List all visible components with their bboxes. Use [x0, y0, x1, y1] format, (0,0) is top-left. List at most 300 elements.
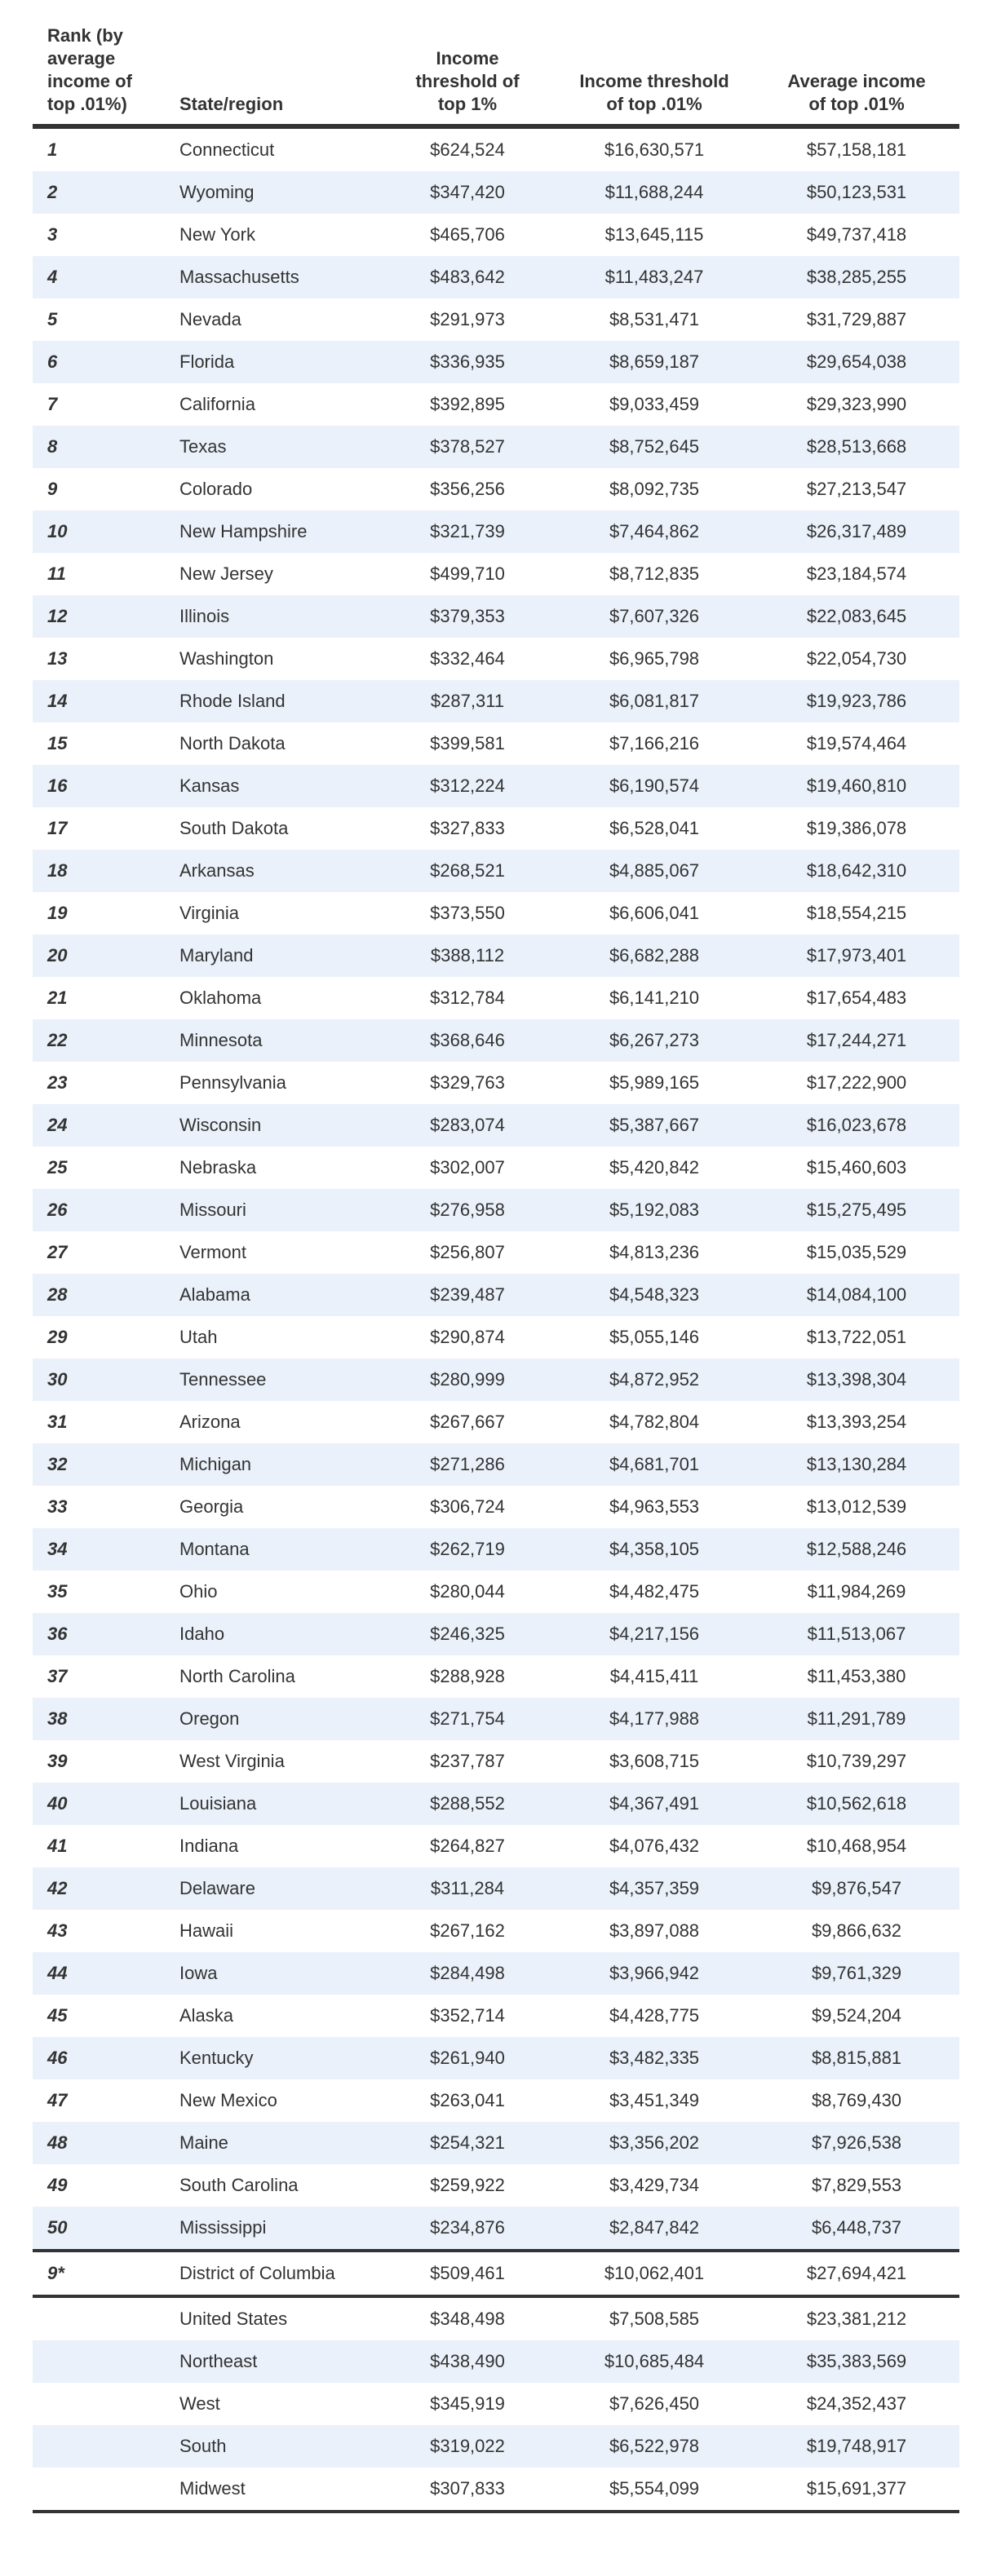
table-row: [33, 1783, 959, 1825]
cell-average-top001: $29,654,038: [806, 351, 907, 372]
cell-threshold-top001: $7,166,216: [609, 733, 700, 753]
cell-threshold-top001: $5,420,842: [609, 1157, 700, 1178]
cell-rank: 44: [47, 1963, 68, 1983]
cell-average-top001: $15,691,377: [806, 2478, 907, 2499]
cell-rank: 32: [47, 1454, 68, 1474]
table-row: [33, 341, 959, 383]
cell-average-top001: $49,737,418: [806, 224, 907, 245]
cell-threshold-top001: $4,681,701: [609, 1454, 700, 1474]
table-row: [33, 1825, 959, 1867]
cell-rank: 1: [47, 139, 58, 160]
cell-threshold-top001: $6,081,817: [609, 691, 700, 711]
cell-average-top001: $9,524,204: [811, 2005, 902, 2026]
cell-average-top001: $14,084,100: [806, 1284, 907, 1305]
cell-state: Florida: [179, 351, 235, 372]
cell-threshold-top1: $276,958: [430, 1200, 505, 1220]
cell-state: Alaska: [179, 2005, 234, 2026]
cell-threshold-top001: $7,464,862: [609, 521, 700, 541]
cell-state: United States: [179, 2309, 288, 2329]
cell-threshold-top001: $4,548,323: [609, 1284, 700, 1305]
cell-threshold-top1: $234,876: [430, 2217, 505, 2238]
cell-threshold-top1: $290,874: [430, 1327, 505, 1347]
table-row: [33, 638, 959, 680]
table-row: [33, 383, 959, 426]
cell-threshold-top001: $3,608,715: [609, 1751, 700, 1771]
table-row: [33, 2468, 959, 2510]
table-row: [33, 553, 959, 595]
cell-state: Idaho: [179, 1624, 225, 1644]
table-row: [33, 1401, 959, 1443]
table-row: [33, 1062, 959, 1104]
cell-state: Missouri: [179, 1200, 246, 1220]
cell-rank: 31: [47, 1412, 68, 1432]
cell-threshold-top001: $5,192,083: [609, 1200, 700, 1220]
cell-average-top001: $11,984,269: [807, 1581, 906, 1602]
cell-state: Rhode Island: [179, 691, 286, 711]
header-average-top001: [775, 70, 938, 116]
table-row: [33, 807, 959, 850]
cell-state: Washington: [179, 648, 274, 669]
cell-threshold-top001: $3,356,202: [609, 2132, 700, 2153]
cell-rank: 24: [47, 1115, 68, 1135]
cell-average-top001: $13,012,539: [806, 1496, 907, 1517]
cell-threshold-top1: $306,724: [430, 1496, 505, 1517]
cell-average-top001: $19,386,078: [806, 818, 907, 838]
cell-rank: 18: [47, 860, 68, 881]
cell-threshold-top1: $246,325: [430, 1624, 505, 1644]
cell-rank: 4: [47, 267, 58, 287]
cell-state: Indiana: [179, 1836, 239, 1856]
cell-state: Midwest: [179, 2478, 246, 2499]
cell-threshold-top001: $11,483,247: [604, 267, 704, 287]
header-line: of top .01%: [606, 94, 702, 114]
cell-threshold-top1: $259,922: [430, 2175, 505, 2195]
table-row: [33, 722, 959, 765]
cell-threshold-top1: $368,646: [430, 1030, 505, 1050]
cell-state: Nebraska: [179, 1157, 257, 1178]
cell-average-top001: $22,054,730: [806, 648, 907, 669]
cell-average-top001: $13,398,304: [806, 1369, 907, 1390]
cell-threshold-top001: $13,645,115: [604, 224, 704, 245]
cell-threshold-top1: $271,286: [430, 1454, 505, 1474]
table-row-dc: [33, 2252, 959, 2295]
table-row: [33, 1019, 959, 1062]
cell-threshold-top001: $4,963,553: [609, 1496, 700, 1517]
table-row: [33, 892, 959, 935]
header-line: Income threshold: [579, 71, 729, 91]
cell-state: Arkansas: [179, 860, 255, 881]
cell-threshold-top1: $288,552: [430, 1793, 505, 1814]
cell-rank: 22: [47, 1030, 68, 1050]
cell-threshold-top1: $239,487: [430, 1284, 505, 1305]
cell-state: North Dakota: [179, 733, 286, 753]
cell-threshold-top1: $264,827: [430, 1836, 505, 1856]
cell-threshold-top1: $261,940: [430, 2048, 505, 2068]
cell-state: South: [179, 2436, 227, 2456]
cell-threshold-top1: $388,112: [430, 945, 505, 965]
table-row: [33, 1359, 959, 1401]
cell-threshold-top001: $5,387,667: [609, 1115, 700, 1135]
cell-threshold-top001: $4,482,475: [609, 1581, 700, 1602]
header-line: top 1%: [437, 94, 498, 114]
cell-average-top001: $9,761,329: [811, 1963, 902, 1983]
table-row: [33, 510, 959, 553]
cell-threshold-top1: $254,321: [430, 2132, 505, 2153]
cell-threshold-top1: $312,224: [430, 775, 505, 796]
cell-threshold-top1: $348,498: [430, 2309, 505, 2329]
cell-state: Minnesota: [179, 1030, 263, 1050]
header-line: Income: [436, 48, 499, 68]
cell-threshold-top1: $499,710: [430, 563, 505, 584]
cell-threshold-top1: $378,527: [430, 436, 505, 457]
cell-threshold-top1: $256,807: [430, 1242, 505, 1262]
table-row: [33, 256, 959, 298]
header-line: of top .01%: [808, 94, 905, 114]
table-row: [33, 1189, 959, 1231]
table-header: [33, 0, 959, 124]
cell-rank: 34: [47, 1539, 68, 1559]
cell-state: Northeast: [179, 2351, 258, 2371]
cell-threshold-top1: $287,311: [430, 691, 505, 711]
cell-threshold-top1: $237,787: [430, 1751, 505, 1771]
table-row: [33, 2207, 959, 2249]
cell-threshold-top001: $10,685,484: [604, 2351, 705, 2371]
cell-rank: 19: [47, 903, 68, 923]
cell-rank: 13: [47, 648, 68, 669]
table-row: [33, 2425, 959, 2468]
cell-average-top001: $35,383,569: [806, 2351, 907, 2371]
table-row: [33, 1443, 959, 1486]
cell-threshold-top1: $509,461: [430, 2263, 505, 2283]
cell-threshold-top1: $302,007: [430, 1157, 505, 1178]
table-row: [33, 2298, 959, 2340]
cell-rank: 10: [47, 521, 68, 541]
header-rank: [47, 24, 162, 116]
cell-threshold-top001: $5,554,099: [609, 2478, 700, 2499]
table-row: [33, 2164, 959, 2207]
cell-average-top001: $23,381,212: [806, 2309, 907, 2329]
cell-average-top001: $24,352,437: [806, 2393, 907, 2414]
cell-average-top001: $15,460,603: [806, 1157, 907, 1178]
header-line: average: [47, 48, 116, 68]
cell-average-top001: $50,123,531: [806, 182, 907, 202]
cell-state: Maine: [179, 2132, 228, 2153]
header-state-region: [179, 93, 283, 116]
cell-rank: 39: [47, 1751, 68, 1771]
cell-threshold-top1: $332,464: [430, 648, 505, 669]
cell-threshold-top1: $271,754: [430, 1708, 505, 1729]
cell-rank: 35: [47, 1581, 68, 1602]
cell-rank: 7: [47, 394, 58, 414]
table-row: [33, 1147, 959, 1189]
cell-rank: 3: [47, 224, 58, 245]
cell-rank: 42: [47, 1878, 68, 1898]
cell-threshold-top001: $4,885,067: [609, 860, 700, 881]
table-row: [33, 595, 959, 638]
cell-state: District of Columbia: [179, 2263, 335, 2283]
cell-threshold-top001: $8,659,187: [609, 351, 700, 372]
cell-threshold-top1: $291,973: [430, 309, 505, 329]
cell-average-top001: $12,588,246: [806, 1539, 907, 1559]
cell-state: Mississippi: [179, 2217, 267, 2238]
table-row: [33, 214, 959, 256]
cell-threshold-top1: $624,524: [430, 139, 505, 160]
cell-average-top001: $31,729,887: [806, 309, 907, 329]
cell-state: Colorado: [179, 479, 253, 499]
table-row: [33, 1104, 959, 1147]
cell-threshold-top001: $6,141,210: [609, 988, 700, 1008]
cell-rank: 26: [47, 1200, 68, 1220]
cell-threshold-top001: $6,522,978: [609, 2436, 700, 2456]
cell-average-top001: $28,513,668: [806, 436, 907, 457]
cell-state: Michigan: [179, 1454, 252, 1474]
table-bottom-rule: [33, 2510, 959, 2513]
cell-threshold-top001: $3,897,088: [609, 1920, 700, 1941]
cell-threshold-top001: $16,630,571: [604, 139, 705, 160]
cell-threshold-top1: $284,498: [430, 1963, 505, 1983]
cell-average-top001: $17,973,401: [806, 945, 907, 965]
cell-rank: 23: [47, 1072, 68, 1093]
header-line: income of: [47, 71, 132, 91]
cell-threshold-top1: $327,833: [430, 818, 505, 838]
cell-state: Pennsylvania: [179, 1072, 286, 1093]
cell-average-top001: $23,184,574: [806, 563, 907, 584]
cell-rank: 9: [47, 479, 58, 499]
header-line: top .01%): [47, 94, 127, 114]
cell-average-top001: $16,023,678: [806, 1115, 907, 1135]
cell-state: Ohio: [179, 1581, 218, 1602]
cell-average-top001: $22,083,645: [806, 606, 907, 626]
cell-average-top001: $18,642,310: [806, 860, 907, 881]
cell-threshold-top1: $347,420: [430, 182, 505, 202]
cell-state: Utah: [179, 1327, 218, 1347]
cell-threshold-top001: $4,872,952: [609, 1369, 700, 1390]
cell-threshold-top001: $9,033,459: [609, 394, 700, 414]
cell-average-top001: $27,213,547: [806, 479, 907, 499]
table-row: [33, 1655, 959, 1698]
cell-threshold-top001: $3,429,734: [609, 2175, 700, 2195]
regions-body: [33, 2298, 959, 2510]
cell-state: Tennessee: [179, 1369, 267, 1390]
cell-rank: 25: [47, 1157, 68, 1178]
cell-rank: 16: [47, 775, 68, 796]
cell-state: Connecticut: [179, 139, 275, 160]
cell-state: New Hampshire: [179, 521, 308, 541]
cell-threshold-top001: $6,267,273: [609, 1030, 700, 1050]
cell-average-top001: $17,654,483: [806, 988, 907, 1008]
cell-threshold-top1: $379,353: [430, 606, 505, 626]
cell-threshold-top001: $4,428,775: [609, 2005, 700, 2026]
cell-threshold-top1: $399,581: [430, 733, 505, 753]
cell-threshold-top001: $6,606,041: [609, 903, 700, 923]
cell-state: New Jersey: [179, 563, 273, 584]
cell-rank: 46: [47, 2048, 68, 2068]
cell-threshold-top1: $262,719: [430, 1539, 505, 1559]
table-row: [33, 765, 959, 807]
cell-rank: 11: [47, 563, 66, 584]
cell-state: California: [179, 394, 255, 414]
table-row: [33, 298, 959, 341]
cell-average-top001: $19,748,917: [806, 2436, 907, 2456]
cell-state: Massachusetts: [179, 267, 299, 287]
cell-threshold-top1: $345,919: [430, 2393, 505, 2414]
cell-average-top001: $19,574,464: [806, 733, 907, 753]
cell-threshold-top001: $6,528,041: [609, 818, 700, 838]
cell-rank: 21: [47, 988, 68, 1008]
cell-state: Alabama: [179, 1284, 250, 1305]
table-row: [33, 171, 959, 214]
cell-threshold-top1: $312,784: [430, 988, 505, 1008]
cell-state: Wisconsin: [179, 1115, 262, 1135]
cell-state: Oregon: [179, 1708, 240, 1729]
cell-threshold-top1: $321,739: [430, 521, 505, 541]
cell-state: Kentucky: [179, 2048, 254, 2068]
cell-state: Georgia: [179, 1496, 244, 1517]
cell-state: Wyoming: [179, 182, 255, 202]
cell-threshold-top001: $3,451,349: [609, 2090, 700, 2110]
cell-state: Arizona: [179, 1412, 241, 1432]
cell-threshold-top1: $329,763: [430, 1072, 505, 1093]
cell-state: New Mexico: [179, 2090, 277, 2110]
cell-threshold-top001: $8,752,645: [609, 436, 700, 457]
table-row: [33, 2122, 959, 2164]
cell-threshold-top1: $373,550: [430, 903, 505, 923]
cell-state: Oklahoma: [179, 988, 262, 1008]
cell-threshold-top001: $2,847,842: [609, 2217, 700, 2238]
cell-state: Nevada: [179, 309, 241, 329]
cell-average-top001: $11,513,067: [807, 1624, 906, 1644]
cell-average-top001: $29,323,990: [806, 394, 907, 414]
cell-threshold-top1: $280,044: [430, 1581, 505, 1602]
cell-threshold-top001: $4,217,156: [609, 1624, 700, 1644]
cell-threshold-top001: $3,966,942: [609, 1963, 700, 1983]
cell-threshold-top001: $7,626,450: [609, 2393, 700, 2414]
cell-average-top001: $10,562,618: [806, 1793, 907, 1814]
cell-average-top001: $6,448,737: [811, 2217, 902, 2238]
cell-average-top001: $13,393,254: [806, 1412, 907, 1432]
cell-threshold-top1: $311,284: [430, 1878, 505, 1898]
header-line: State/region: [179, 94, 284, 114]
cell-threshold-top001: $6,190,574: [609, 775, 700, 796]
cell-state: South Dakota: [179, 818, 289, 838]
table-row: [33, 1867, 959, 1910]
cell-threshold-top1: $356,256: [430, 479, 505, 499]
table-row: [33, 1528, 959, 1571]
cell-rank: 43: [47, 1920, 68, 1941]
cell-rank: 17: [47, 818, 68, 838]
cell-rank: 12: [47, 606, 68, 626]
cell-average-top001: $13,130,284: [806, 1454, 907, 1474]
cell-state: Vermont: [179, 1242, 246, 1262]
cell-state: South Carolina: [179, 2175, 299, 2195]
cell-rank: 14: [47, 691, 68, 711]
cell-threshold-top001: $3,482,335: [609, 2048, 700, 2068]
cell-threshold-top001: $8,531,471: [609, 309, 700, 329]
cell-threshold-top001: $4,177,988: [609, 1708, 700, 1729]
cell-state: Hawaii: [179, 1920, 234, 1941]
cell-rank: 45: [47, 2005, 68, 2026]
cell-average-top001: $19,923,786: [806, 691, 907, 711]
cell-threshold-top001: $8,712,835: [609, 563, 700, 584]
cell-average-top001: $26,317,489: [806, 521, 907, 541]
table-row: [33, 935, 959, 977]
table-row: [33, 1910, 959, 1952]
cell-threshold-top001: $4,415,411: [609, 1666, 699, 1686]
cell-threshold-top1: $288,928: [430, 1666, 505, 1686]
cell-state: Virginia: [179, 903, 239, 923]
header-line: Rank (by: [47, 25, 123, 46]
cell-rank: 9*: [47, 2263, 64, 2283]
cell-threshold-top1: $268,521: [430, 860, 505, 881]
table-row: [33, 1316, 959, 1359]
table-row: [33, 1995, 959, 2037]
cell-threshold-top1: $483,642: [430, 267, 505, 287]
cell-threshold-top001: $4,782,804: [609, 1412, 700, 1432]
table-row: [33, 1486, 959, 1528]
cell-state: Iowa: [179, 1963, 218, 1983]
cell-threshold-top001: $4,357,359: [609, 1878, 700, 1898]
cell-threshold-top001: $4,367,491: [609, 1793, 700, 1814]
cell-average-top001: $19,460,810: [806, 775, 907, 796]
cell-threshold-top1: $283,074: [430, 1115, 505, 1135]
income-table: [33, 0, 959, 2513]
cell-average-top001: $13,722,051: [806, 1327, 907, 1347]
cell-state: West Virginia: [179, 1751, 285, 1771]
cell-average-top001: $18,554,215: [806, 903, 907, 923]
cell-rank: 5: [47, 309, 58, 329]
cell-average-top001: $11,291,789: [807, 1708, 906, 1729]
cell-threshold-top001: $10,062,401: [604, 2263, 705, 2283]
cell-threshold-top001: $5,055,146: [609, 1327, 700, 1347]
table-row: [33, 680, 959, 722]
cell-rank: 47: [47, 2090, 68, 2110]
cell-threshold-top1: $267,162: [430, 1920, 505, 1941]
table-row: [33, 1571, 959, 1613]
cell-rank: 41: [47, 1836, 68, 1856]
cell-rank: 38: [47, 1708, 68, 1729]
cell-threshold-top1: $307,833: [430, 2478, 505, 2499]
table-row: [33, 129, 959, 171]
cell-average-top001: $9,866,632: [811, 1920, 902, 1941]
cell-state: Illinois: [179, 606, 230, 626]
cell-rank: 15: [47, 733, 68, 753]
cell-rank: 40: [47, 1793, 68, 1814]
cell-threshold-top001: $6,682,288: [609, 945, 700, 965]
cell-average-top001: $38,285,255: [806, 267, 907, 287]
header-line: Average income: [787, 71, 926, 91]
table-row: [33, 1274, 959, 1316]
cell-rank: 37: [47, 1666, 68, 1686]
cell-average-top001: $27,694,421: [806, 2263, 907, 2283]
table-row: [33, 1698, 959, 1740]
cell-rank: 20: [47, 945, 68, 965]
cell-state: Montana: [179, 1539, 250, 1559]
cell-average-top001: $8,769,430: [811, 2090, 902, 2110]
cell-state: Delaware: [179, 1878, 255, 1898]
cell-threshold-top001: $4,813,236: [609, 1242, 700, 1262]
cell-threshold-top1: $319,022: [430, 2436, 505, 2456]
cell-average-top001: $17,244,271: [806, 1030, 907, 1050]
header-threshold-top001: [573, 70, 736, 116]
cell-threshold-top001: $5,989,165: [609, 1072, 700, 1093]
table-row: [33, 850, 959, 892]
cell-average-top001: $57,158,181: [806, 139, 907, 160]
cell-average-top001: $17,222,900: [806, 1072, 907, 1093]
cell-rank: 28: [47, 1284, 68, 1305]
cell-rank: 30: [47, 1369, 68, 1390]
cell-threshold-top001: $4,358,105: [609, 1539, 700, 1559]
cell-state: Kansas: [179, 775, 240, 796]
